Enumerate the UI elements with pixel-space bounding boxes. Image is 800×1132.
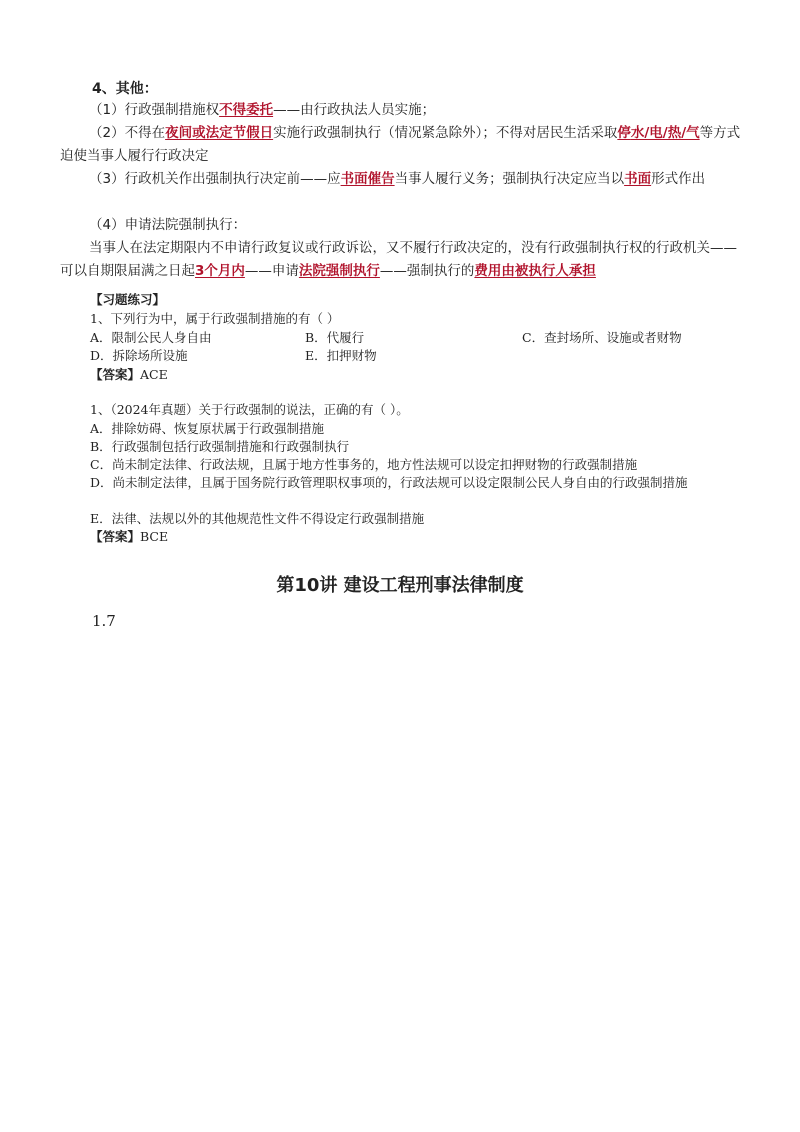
text: 当事人履行义务；强制执行决定应当以 [394,171,625,187]
emphasis-text: 书面催告 [340,171,395,187]
text: 等方式迫使当事人履行行政决定 [60,125,741,164]
emphasis-text: 书面 [624,171,652,187]
paragraph-item-3 [60,168,742,191]
text: 当事人在法定期限内不申请行政复议或行政诉讼，又不履行行政决定的，没有行政强制执行权的行 [89,240,670,256]
text: （4）申请法院强制执行： [89,217,247,233]
section-number: 1.7 [92,612,116,630]
exercise-header: 【习题练习】 [90,292,166,307]
text: 作出 [678,171,706,187]
text: ——由行政执法人员实施； [273,102,436,118]
question-1: 1、下列行为中，属于行政强制措施的有（ ） [90,311,340,326]
option-c: C．查封场所、设施或者财物 [522,330,682,345]
text: 形式 [651,171,679,187]
paragraph-item-1 [60,99,742,122]
option-a: A．排除妨碍、恢复原状属于行政强制措施 [90,421,325,436]
text: ——强制执行的 [379,263,475,279]
option-a: A．限制公民人身自由 [90,330,212,345]
emphasis-text: 3个月内 [195,263,245,279]
answer-value: BCE [140,529,169,544]
answer-label: 【答案】 [90,529,141,544]
text: （3）行政机关作出强制执行决定前——应 [89,171,341,187]
section-title: 4、其他： [92,81,158,97]
emphasis-text: 费用由被执行人承担 [474,263,596,279]
text: （1）行政强制措施权 [89,102,220,118]
option-e: E．法律、法规以外的其他规范性文件不得设定行政强制措施 [90,511,425,526]
paragraph-item-4 [60,214,742,237]
paragraph-item-4-body [60,237,742,283]
paragraph-item-2 [60,122,742,168]
text: 政机关——可以自期限届满之日起 [60,240,737,279]
emphasis-text: 水/电/热/气 [630,125,700,141]
text: 实施行政强制执行（情况紧急除外）；不得对居民生活采取 [273,125,618,141]
option-d: D．尚未制定法律，且属于国务院行政管理职权事项的，行政法规可以设定限制公民人身自由的行政强制措施 [90,475,688,490]
option-d: D．拆除场所设施 [90,348,188,363]
answer-value: ACE [140,367,168,382]
emphasis-text: 法院强制执行 [298,263,380,279]
option-c: C．尚未制定法律、行政法规，且属于地方性事务的，地方性法规可以设定扣押财物的行政强制措施 [90,457,638,472]
emphasis-text: 夜间或法定节假日 [165,125,274,141]
emphasis-text: 不得委托 [219,102,274,118]
option-e: E．扣押财物 [305,348,377,363]
lecture-title: 第10讲 建设工程刑事法律制度 [276,575,524,596]
option-b: B．行政强制包括行政强制措施和行政强制执行 [90,439,350,454]
answer-1 [90,366,168,384]
answer-2 [90,528,168,546]
question-2: 1、（2024年真题）关于行政强制的说法，正确的有（ ）。 [90,402,409,417]
text: ——申请 [244,263,299,279]
emphasis-text: 停 [617,125,631,141]
option-b: B．代履行 [305,330,365,345]
answer-label: 【答案】 [90,367,141,382]
text: （2）不得在 [89,125,166,141]
